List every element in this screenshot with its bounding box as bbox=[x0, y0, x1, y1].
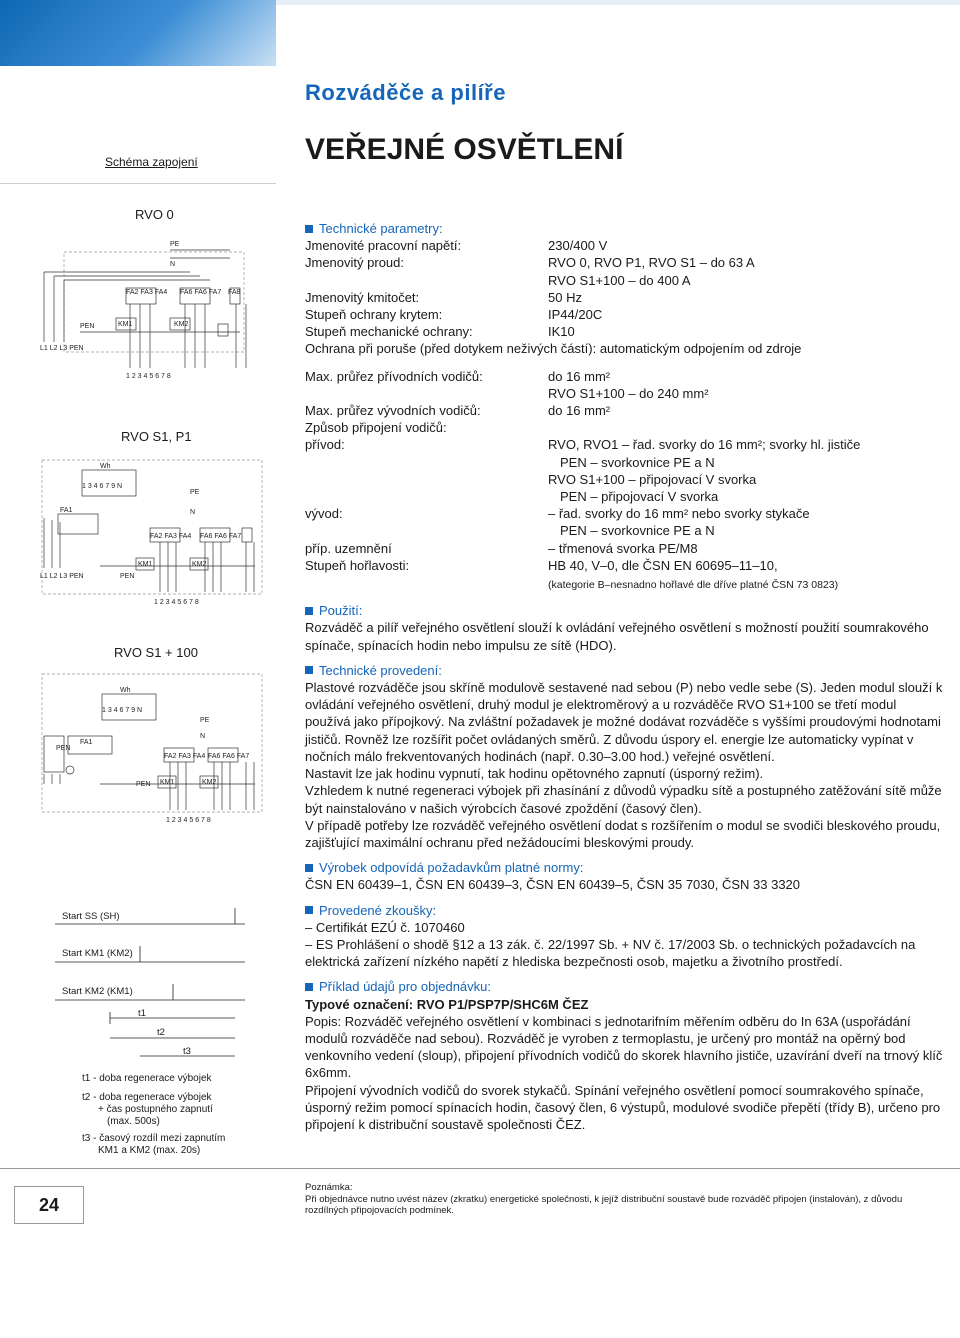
svg-text:KM2: KM2 bbox=[202, 779, 217, 786]
svg-text:1 2 3 4 5 6 7 8: 1 2 3 4 5 6 7 8 bbox=[154, 599, 199, 606]
footer-note bbox=[305, 1182, 905, 1217]
design-text: Plastové rozváděče jsou skříně modulově sestavené nad sebou (P) nebo vedle sebe (S). Jeden modul slouží k ovládání veřejného osvětlení, druhý modul je elektroměrový a u rozváděče RVO S1+100 se třetí modul používá jako přípojkový. Na zvláštní požadavek je možné dodávat rozváděče s vyššími proudovými hodnotami jističů. Rovněž lze rozšířit počet ovládaných směrů. Z důvodu úspory el. energie lze automaticky vypínat v nočních málo frekventovaných hodinách (např. 0.30–3.00 hod.) veřejné osvětlení. bbox=[305, 680, 943, 764]
cond-row: Max. průřez vývodních vodičů: do 16 mm² bbox=[305, 403, 611, 419]
svg-text:FA2 FA3 FA4: FA2 FA3 FA4 bbox=[126, 289, 168, 296]
timing-label-start-ss: Start SS (SH) bbox=[62, 911, 120, 922]
svg-text:PEN: PEN bbox=[56, 745, 71, 752]
svg-text:FA6 FA6 FA7: FA6 FA6 FA7 bbox=[200, 533, 242, 540]
svg-text:FA2 FA3 FA4: FA2 FA3 FA4 bbox=[150, 533, 192, 540]
page-number: 24 bbox=[14, 1186, 84, 1224]
svg-text:N: N bbox=[200, 733, 206, 740]
svg-text:PEN: PEN bbox=[80, 323, 95, 330]
page-title: VEŘEJNÉ OSVĚTLENÍ bbox=[305, 133, 624, 166]
timing-t1: t1 bbox=[138, 1008, 146, 1019]
cond-row: RVO S1+100 – do 240 mm² bbox=[548, 385, 709, 401]
tests-heading: Provedené zkoušky: bbox=[305, 902, 945, 919]
cond-row: vývod: – řad. svorky do 16 mm² nebo svorky stykače bbox=[305, 506, 810, 522]
footer-note-title: Poznámka: bbox=[305, 1182, 353, 1193]
cond-row: Max. průřez přívodních vodičů: do 16 mm² bbox=[305, 368, 611, 384]
usage-text: Rozváděč a pilíř veřejného osvětlení slouží k ovládání veřejného osvětlení s možností použití soumrakového spínače, spínacích hodin nebo impulsu ze sítě (HDO). bbox=[305, 620, 929, 653]
tech-row: Jmenovité pracovní napětí: 230/400 V bbox=[305, 238, 608, 254]
svg-text:PE: PE bbox=[190, 489, 200, 496]
svg-text:L1 L2 L3 PEN: L1 L2 L3 PEN bbox=[40, 573, 84, 580]
diagram-rvos1p1-title: RVO S1, P1 bbox=[121, 429, 192, 444]
tests-item: – ES Prohlášení o shodě §12 a 13 zák. č. 22/1997 Sb. + NV č. 17/2003 Sb. o technických požadavcích na elektrická zařízení nízkého napětí z hlediska bezpečnosti osob, majetku a životního prostředí. bbox=[305, 936, 916, 970]
main-content bbox=[305, 220, 945, 1133]
design-text: Vzhledem k nutné regeneraci výbojek při zhasínání z důvodů výpadku sítě a postupného zatěžování sítě může být nainstalováno v našich výrobcích časové zpoždění (časový člen). bbox=[305, 783, 942, 816]
svg-text:L1 L2 L3 PEN: L1 L2 L3 PEN bbox=[40, 345, 84, 352]
timing-lines bbox=[55, 900, 245, 1060]
diagram-rvo0 bbox=[40, 232, 260, 380]
svg-text:KM2: KM2 bbox=[192, 561, 207, 568]
design-heading: Technické provedení: bbox=[305, 662, 945, 679]
svg-text:PE: PE bbox=[170, 241, 180, 248]
usage-heading: Použití: bbox=[305, 602, 945, 619]
svg-text:1 2 3 4 5 6 7 8: 1 2 3 4 5 6 7 8 bbox=[126, 373, 171, 380]
header-corner-decoration bbox=[0, 0, 276, 66]
svg-text:1 3 4 6 7 9 N: 1 3 4 6 7 9 N bbox=[82, 483, 123, 490]
order-description: Popis: Rozváděč veřejného osvětlení v kombinaci s jednotarifním měřením odběru do In 63A (uspořádání modulů rozváděče nad sebou). Rozváděč je vyroben z termoplastu, je určený pro montáž na opěrný bod venkovního vedení (sloup), připojení přívodních vodičů do skorek hlavního jističe, uzavírání dveří na trnový klíč 6x6mm. bbox=[305, 1013, 943, 1081]
square-bullet-icon bbox=[305, 864, 313, 872]
svg-text:PE: PE bbox=[200, 717, 210, 724]
svg-text:FA1: FA1 bbox=[60, 507, 73, 514]
cond-row: přívod: RVO, RVO1 – řad. svorky do 16 mm²; svorky hl. jističe bbox=[305, 437, 861, 453]
timing-note-t2b: + čas postupného zapnutí bbox=[98, 1104, 213, 1115]
svg-text:KM1: KM1 bbox=[118, 321, 133, 328]
timing-t3: t3 bbox=[183, 1046, 191, 1057]
square-bullet-icon bbox=[305, 225, 313, 233]
svg-text:KM1: KM1 bbox=[138, 561, 153, 568]
cond-row: RVO S1+100 – připojovací V svorka bbox=[548, 471, 757, 487]
svg-text:N: N bbox=[190, 509, 196, 516]
svg-text:PEN: PEN bbox=[136, 781, 151, 788]
svg-text:Wh: Wh bbox=[120, 687, 131, 694]
footer-divider bbox=[0, 1168, 960, 1169]
footer-note-text: Při objednávce nutno uvést název (zkratku) energetické společnosti, k jejíž distribuční soustavě bude rozváděč připojen (instalován), z důvodu rozdílných připojovacích podmínek. bbox=[305, 1193, 903, 1216]
tech-row: Jmenovitý kmitočet: 50 Hz bbox=[305, 289, 582, 305]
diagram-rvos1p1 bbox=[40, 458, 265, 608]
section-title: Rozváděče a pilíře bbox=[305, 80, 506, 105]
diagram-rvos1-100 bbox=[40, 672, 265, 824]
tech-row-protection: Ochrana při poruše (před dotykem neživých částí): automatickým odpojením od zdroje bbox=[305, 341, 802, 357]
tech-row: Jmenovitý proud: RVO 0, RVO P1, RVO S1 – do 63 A bbox=[305, 255, 755, 271]
tech-row: Stupeň ochrany krytem: IP44/20C bbox=[305, 307, 603, 323]
order-heading: Příklad údajů pro objednávku: bbox=[305, 978, 945, 995]
design-text: Nastavit lze jak hodinu vypnutí, tak hodinu opětovného zapnutí (úsporný režim). bbox=[305, 766, 764, 782]
timing-note-t2c: (max. 500s) bbox=[107, 1116, 160, 1127]
cond-connection-heading: Způsob připojení vodičů: bbox=[305, 420, 447, 436]
diagram-rvos1-100-title: RVO S1 + 100 bbox=[114, 645, 198, 660]
svg-text:KM1: KM1 bbox=[160, 779, 175, 786]
diagram-rvo0-title: RVO 0 bbox=[135, 207, 174, 222]
svg-text:FA2 FA3 FA4: FA2 FA3 FA4 bbox=[164, 753, 206, 760]
timing-note-t2a: t2 - doba regenerace výbojek bbox=[82, 1092, 212, 1103]
order-type: Typové označení: RVO P1/PSP7P/SHC6M ČEZ bbox=[305, 996, 589, 1012]
cond-row: PEN – svorkovnice PE a N bbox=[560, 454, 715, 470]
square-bullet-icon bbox=[305, 906, 313, 914]
timing-label-start-km2: Start KM2 (KM1) bbox=[62, 986, 133, 997]
divider bbox=[0, 183, 276, 184]
tech-row: Stupeň mechanické ochrany: IK10 bbox=[305, 324, 575, 340]
tests-item: – Certifikát EZÚ č. 1070460 bbox=[305, 919, 465, 935]
timing-t2: t2 bbox=[157, 1027, 165, 1038]
svg-text:FA6 FA6 FA7: FA6 FA6 FA7 bbox=[180, 289, 222, 296]
schema-heading: Schéma zapojení bbox=[105, 155, 198, 169]
timing-note-t3a: t3 - časový rozdíl mezi zapnutím bbox=[82, 1133, 226, 1144]
square-bullet-icon bbox=[305, 983, 313, 991]
tech-row: RVO S1+100 – do 400 A bbox=[548, 272, 691, 288]
svg-text:PEN: PEN bbox=[120, 573, 135, 580]
cond-note: (kategorie B–nesnadno hořlavé dle dříve platné ČSN 73 0823) bbox=[548, 579, 839, 592]
cond-row: Stupeň hořlavosti: HB 40, V–0, dle ČSN EN 60695–11–10, bbox=[305, 557, 778, 573]
svg-text:KM2: KM2 bbox=[174, 321, 189, 328]
design-text: V případě potřeby lze rozváděč veřejného osvětlení dodat s rozšířením o modul se svodiči bleskového proudu, zajišťující maximální ochranu před nežádoucími bleskovými proudy. bbox=[305, 817, 941, 850]
standards-heading: Výrobek odpovídá požadavkům platné normy: bbox=[305, 859, 945, 876]
timing-note-t1: t1 - doba regenerace výbojek bbox=[82, 1073, 212, 1084]
cond-row: PEN – svorkovnice PE a N bbox=[560, 523, 715, 539]
order-connection: Připojení vývodních vodičů do svorek stykačů. Spínání veřejného osvětlení pomocí soumrakového spínače, úsporný režim pomocí spínacích hodin, časový člen, 6 výstupů, modulové svodiče přepětí (třídy B), určeno pro připojení k distribuční soustavě společnosti ČEZ. bbox=[305, 1082, 941, 1132]
square-bullet-icon bbox=[305, 666, 313, 674]
svg-text:1 2 3 4 5 6 7 8: 1 2 3 4 5 6 7 8 bbox=[166, 817, 211, 824]
svg-text:Wh: Wh bbox=[100, 463, 111, 470]
timing-label-start-km1: Start KM1 (KM2) bbox=[62, 948, 133, 959]
timing-note-t3b: KM1 a KM2 (max. 20s) bbox=[98, 1145, 201, 1156]
svg-text:1 3 4 6 7 9 N: 1 3 4 6 7 9 N bbox=[102, 707, 143, 714]
svg-text:FA6 FA6 FA7: FA6 FA6 FA7 bbox=[208, 753, 250, 760]
cond-row: příp. uzemnění – třmenová svorka PE/M8 bbox=[305, 540, 698, 556]
svg-text:N: N bbox=[170, 261, 176, 268]
svg-text:FA1: FA1 bbox=[80, 739, 93, 746]
tech-params-heading: Technické parametry: bbox=[305, 220, 945, 237]
square-bullet-icon bbox=[305, 607, 313, 615]
header-strip bbox=[276, 0, 960, 5]
standards-text: ČSN EN 60439–1, ČSN EN 60439–3, ČSN EN 60439–5, ČSN 35 7030, ČSN 33 3320 bbox=[305, 877, 801, 893]
cond-row: PEN – připojovací V svorka bbox=[560, 489, 719, 505]
svg-text:FA8: FA8 bbox=[228, 289, 241, 296]
